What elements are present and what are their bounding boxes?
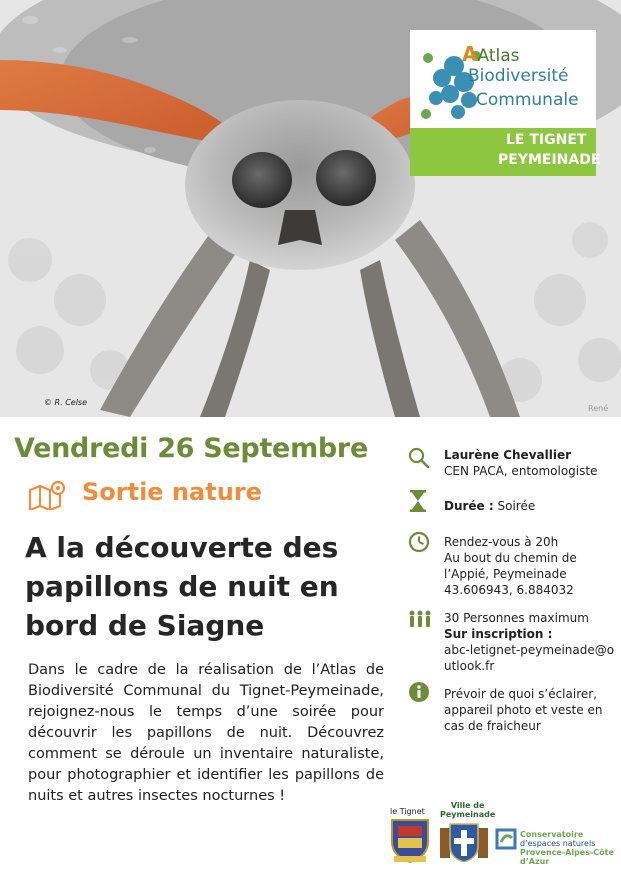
search-icon — [408, 447, 430, 469]
hourglass-icon — [410, 490, 426, 512]
cen-line3: Provence-Alpes-Côte d’Azur — [520, 848, 614, 866]
cen-paca-logo-text — [520, 830, 621, 866]
peymeinade-logo-label — [440, 801, 495, 819]
guide-role: CEN PACA, entomologiste — [444, 464, 598, 478]
atlas-biodiversite-logo — [410, 30, 601, 176]
advice-text: Prévoir de quoi s’éclairer, appareil photo et veste en cas de fraicheur — [444, 687, 603, 733]
ville-line1: Ville de — [450, 801, 485, 810]
guide-name: Laurène Chevallier — [444, 448, 572, 462]
registration-colon: : — [543, 627, 553, 641]
registration-label: Sur inscription — [444, 627, 544, 641]
atlas-line2: Biodiversité — [468, 66, 569, 86]
guide-block — [444, 447, 616, 479]
info-icon — [408, 681, 430, 703]
photo-credit: © R. Celse — [44, 398, 88, 407]
capacity-text: 30 Personnes maximum — [444, 611, 589, 625]
clock-icon — [408, 531, 430, 553]
atlas-band-line2: PEYMEINADE — [498, 152, 601, 168]
peymeinade-crest-icon — [440, 822, 488, 862]
atlas-line1: Atlas — [477, 46, 520, 66]
event-date: Vendredi 26 Septembre — [14, 433, 368, 464]
event-type: Sortie nature — [82, 478, 262, 506]
atlas-line3: Communale — [476, 90, 579, 110]
rendezvous-block — [444, 534, 616, 598]
rendezvous-time: Rendez-vous à 20h — [444, 535, 559, 549]
tignet-logo-label: le Tignet — [390, 807, 425, 816]
atlas-logo-top: AAtlas Biodiversité Communale — [410, 30, 596, 128]
ville-line2: Peymeinade — [440, 810, 496, 819]
tignet-crest-icon — [388, 818, 432, 864]
people-icon — [408, 610, 432, 628]
cen-paca-logo-icon — [495, 828, 517, 850]
duration-value: Soirée — [493, 499, 536, 513]
hero-photo — [0, 0, 621, 417]
rendezvous-place: Au bout du chemin de l’Appié, Peymeinade — [444, 551, 577, 581]
map-pin-icon — [28, 480, 68, 510]
duration-label: Durée : — [444, 499, 494, 513]
photo-credit-secondary: René — [588, 404, 609, 413]
capacity-block — [444, 610, 616, 674]
duration-block — [444, 498, 616, 514]
cen-line2: d’espaces naturels — [520, 839, 596, 848]
rendezvous-coords: 43.606943, 6.884032 — [444, 583, 574, 597]
atlas-band-line1: LE TIGNET — [506, 132, 587, 148]
event-description: Dans le cadre de la réalisation de l’Atlas de Biodiversité Communal du Tignet-Peymeinade, rejoignez-nous le temps d’une soirée pour découvrir les papillons de nuit. Découvrez comment se déroule un inventaire naturaliste, pour photographier et identifier les papillons de nuits et autres insectes nocturnes ! — [28, 662, 384, 804]
cen-line1: Conservatoire — [520, 830, 584, 839]
event-title: A la découverte des papillons de nuit en bord de Siagne — [25, 531, 339, 642]
registration-email: abc-letignet-peymeinade@outlook.fr — [444, 643, 615, 673]
